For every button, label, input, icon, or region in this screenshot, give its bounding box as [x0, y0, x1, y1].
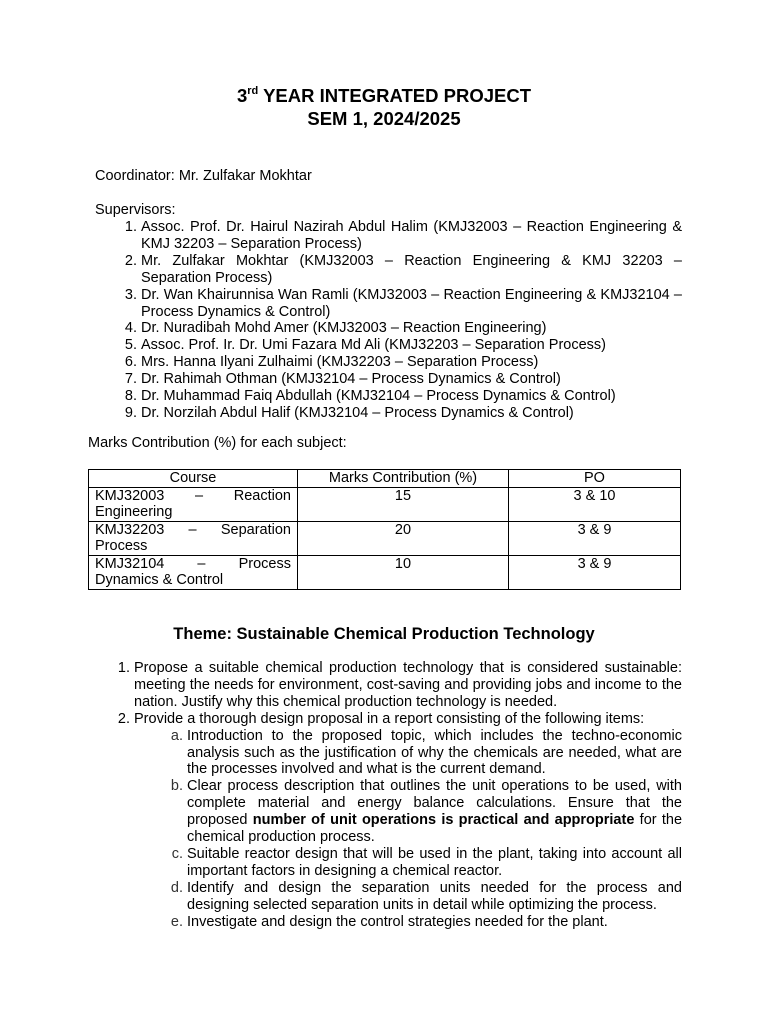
task-text: Propose a suitable chemical production technology that is considered sustainable: meeting the needs for environment, cost-saving and providing jobs and income to the nation. Justify why this chemical production technology is needed. — [134, 660, 682, 710]
list-item: 7. Dr. Rahimah Othman (KMJ32104 – Process Dynamics & Control) — [141, 371, 682, 388]
table-row — [89, 487, 681, 521]
header-marks: Marks Contribution (%) — [298, 470, 509, 488]
sub-task-list — [134, 728, 682, 931]
header-course: Course — [89, 470, 298, 488]
task-list — [88, 660, 682, 931]
supervisors-label: Supervisors: — [95, 202, 176, 218]
page-subtitle: SEM 1, 2024/2025 — [307, 108, 461, 129]
title-prefix: 3 — [236, 85, 248, 106]
cell-course: KMJ32104 – Process Dynamics & Control — [89, 555, 298, 589]
supervisor-list — [95, 219, 682, 422]
list-item — [134, 660, 682, 711]
table-row — [89, 555, 681, 589]
cell-marks: 10 — [298, 555, 509, 589]
cell-po: 3 & 9 — [509, 521, 681, 555]
sub-text: for the chemical production process. — [187, 812, 683, 846]
sub-list-item: d. Identify and design the separation units needed for the process and designing selected separation units in detail while optimizing the process. — [187, 880, 682, 914]
cell-marks: 20 — [298, 521, 509, 555]
title-superscript: rd — [247, 85, 259, 97]
cell-course: KMJ32003 – Reaction Engineering — [89, 487, 298, 521]
title-rest: YEAR INTEGRATED PROJECT — [258, 85, 532, 106]
list-item: 1. Assoc. Prof. Dr. Hairul Nazirah Abdul Halim (KMJ32003 – Reaction Engineering & KMJ 32203 – Separation Process) — [141, 219, 682, 253]
sub-list-item — [187, 778, 682, 846]
list-item: 2. Mr. Zulfakar Mokhtar (KMJ32003 – Reaction Engineering & KMJ 32203 – Separation Process) — [141, 253, 682, 287]
list-item: 9. Dr. Norzilah Abdul Halif (KMJ32104 – Process Dynamics & Control) — [141, 405, 682, 422]
marks-table — [88, 469, 681, 590]
list-item: 3. Dr. Wan Khairunnisa Wan Ramli (KMJ32003 – Reaction Engineering & KMJ32104 – Process Dynamics & Control) — [141, 287, 682, 321]
sub-list-item: a. Introduction to the proposed topic, which includes the techno-economic analysis such as the justification of why the chemicals are needed, what are the processes involved and what is the current demand. — [187, 728, 682, 779]
page-title — [0, 84, 768, 107]
list-item — [134, 711, 682, 931]
list-item: 4. Dr. Nuradibah Mohd Amer (KMJ32003 – Reaction Engineering) — [141, 320, 682, 337]
sub-list-item: c. Suitable reactor design that will be used in the plant, taking into account all important factors in designing a chemical reactor. — [187, 846, 682, 880]
cell-po: 3 & 9 — [509, 555, 681, 589]
list-item: 5. Assoc. Prof. Ir. Dr. Umi Fazara Md Ali (KMJ32203 – Separation Process) — [141, 337, 682, 354]
header-po: PO — [509, 470, 681, 488]
cell-course: KMJ32203 – Separation Process — [89, 521, 298, 555]
table-row — [89, 521, 681, 555]
list-item: 6. Mrs. Hanna Ilyani Zulhaimi (KMJ32203 – Separation Process) — [141, 354, 682, 371]
coordinator: Coordinator: Mr. Zulfakar Mokhtar — [95, 168, 312, 184]
cell-po: 3 & 10 — [509, 487, 681, 521]
sub-list-item: e. Investigate and design the control strategies needed for the plant. — [187, 914, 682, 931]
task-text: Provide a thorough design proposal in a report consisting of the following items: — [134, 710, 645, 727]
sub-text: Clear process description that outlines the unit operations to be used, with complete material and energy balance calculations. Ensure that the proposed — [187, 778, 682, 829]
marks-label: Marks Contribution (%) for each subject: — [88, 435, 347, 451]
cell-marks: 15 — [298, 487, 509, 521]
theme-heading: Theme: Sustainable Chemical Production Technology — [173, 625, 595, 643]
emphasis-text: number of unit operations is practical and appropriate — [252, 812, 635, 829]
list-item: 8. Dr. Muhammad Faiq Abdullah (KMJ32104 – Process Dynamics & Control) — [141, 388, 682, 405]
table-header-row — [89, 470, 681, 488]
